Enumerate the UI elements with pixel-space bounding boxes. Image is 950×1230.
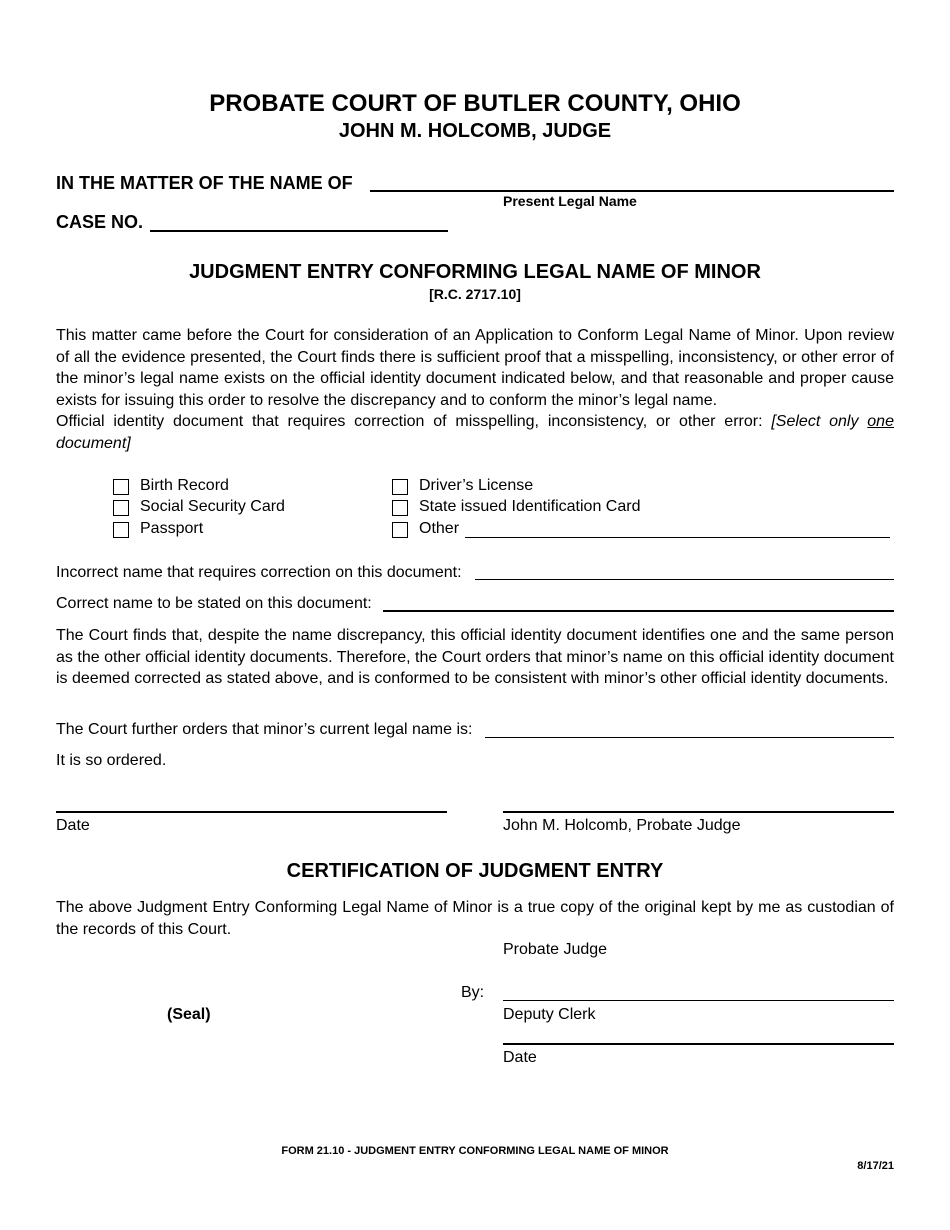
other-document-field[interactable] [465,522,890,538]
label-state-id-card: State issued Identification Card [419,498,641,515]
judge-signature-line[interactable] [503,795,894,813]
statute-reference: [R.C. 2717.10] [429,286,521,302]
deputy-clerk-label: Deputy Clerk [503,1006,596,1023]
select-instruction-one: one [867,413,894,430]
intro-text: This matter came before the Court for consideration of an Application to Conform Legal Name of Minor. Upon review of all the evidence presented, the Court finds there is sufficient proof that a misspelling, inconsistency, or other error of the minor’s legal name exists on the official identity document indicated below, and that reasonable and proper cause exists for issuing this order to resolve the discrepancy and to conform the minor’s legal name. [56,327,894,409]
label-social-security-card: Social Security Card [140,498,285,515]
intro-paragraph [56,325,894,454]
certification-title: CERTIFICATION OF JUDGMENT ENTRY [286,860,664,882]
present-legal-name-label: Present Legal Name [503,193,637,209]
checkbox-state-id-card[interactable] [392,500,408,516]
so-ordered-text: It is so ordered. [56,752,167,769]
checkbox-other[interactable] [392,522,408,538]
label-passport: Passport [140,520,204,537]
certification-date-label: Date [503,1049,537,1066]
matter-name-field[interactable] [370,174,894,192]
label-drivers-license: Driver’s License [419,477,534,494]
judge-signature-label: John M. Holcomb, Probate Judge [503,817,741,834]
checkbox-birth-record[interactable] [113,479,129,495]
document-title: JUDGMENT ENTRY CONFORMING LEGAL NAME OF MINOR [189,261,761,283]
select-instruction-pre: [Select only [771,413,859,430]
by-label: By: [461,984,485,1001]
current-name-field[interactable] [485,722,894,738]
footer-revision-date: 8/17/21 [857,1160,894,1172]
label-birth-record: Birth Record [140,477,229,494]
date-label: Date [56,817,90,834]
select-instruction-post: document] [56,434,131,452]
official-document-prefix: Official identity document that requires correction of misspelling, inconsistency, or other error: [56,413,763,430]
date-signature-line[interactable] [56,795,447,813]
checkbox-drivers-license[interactable] [392,479,408,495]
incorrect-name-field[interactable] [475,564,894,580]
case-no-field[interactable] [150,214,448,232]
correct-name-field[interactable] [383,595,894,612]
seal-label: (Seal) [167,1006,211,1023]
checkbox-passport[interactable] [113,522,129,538]
judge-name: JOHN M. HOLCOMB, JUDGE [338,120,612,142]
matter-label: IN THE MATTER OF THE NAME OF [56,173,353,193]
probate-judge-label: Probate Judge [503,941,608,958]
correct-name-label: Correct name to be stated on this document: [56,595,372,612]
official-document-instruction [56,411,894,454]
certification-text: The above Judgment Entry Conforming Legal Name of Minor is a true copy of the original kept by me as custodian of the records of this Court. [56,899,894,938]
certification-date-line[interactable] [503,1027,894,1045]
court-title: PROBATE COURT OF BUTLER COUNTY, OHIO [209,90,741,117]
label-other: Other [419,520,460,537]
findings-paragraph: The Court finds that, despite the name discrepancy, this official identity document identifies one and the same person as the other official identity documents. Therefore, the Court orders that minor’s name on this official identity document is deemed corrected as stated above, and is conformed to be consistent with minor’s other official identity documents. [56,627,894,687]
deputy-clerk-signature-line[interactable] [503,984,894,1001]
incorrect-name-label: Incorrect name that requires correction on this document: [56,564,462,581]
current-name-label: The Court further orders that minor’s current legal name is: [56,721,473,738]
footer-form-title: FORM 21.10 - JUDGMENT ENTRY CONFORMING LEGAL NAME OF MINOR [281,1145,669,1157]
case-no-label: CASE NO. [56,212,144,232]
checkbox-social-security-card[interactable] [113,500,129,516]
